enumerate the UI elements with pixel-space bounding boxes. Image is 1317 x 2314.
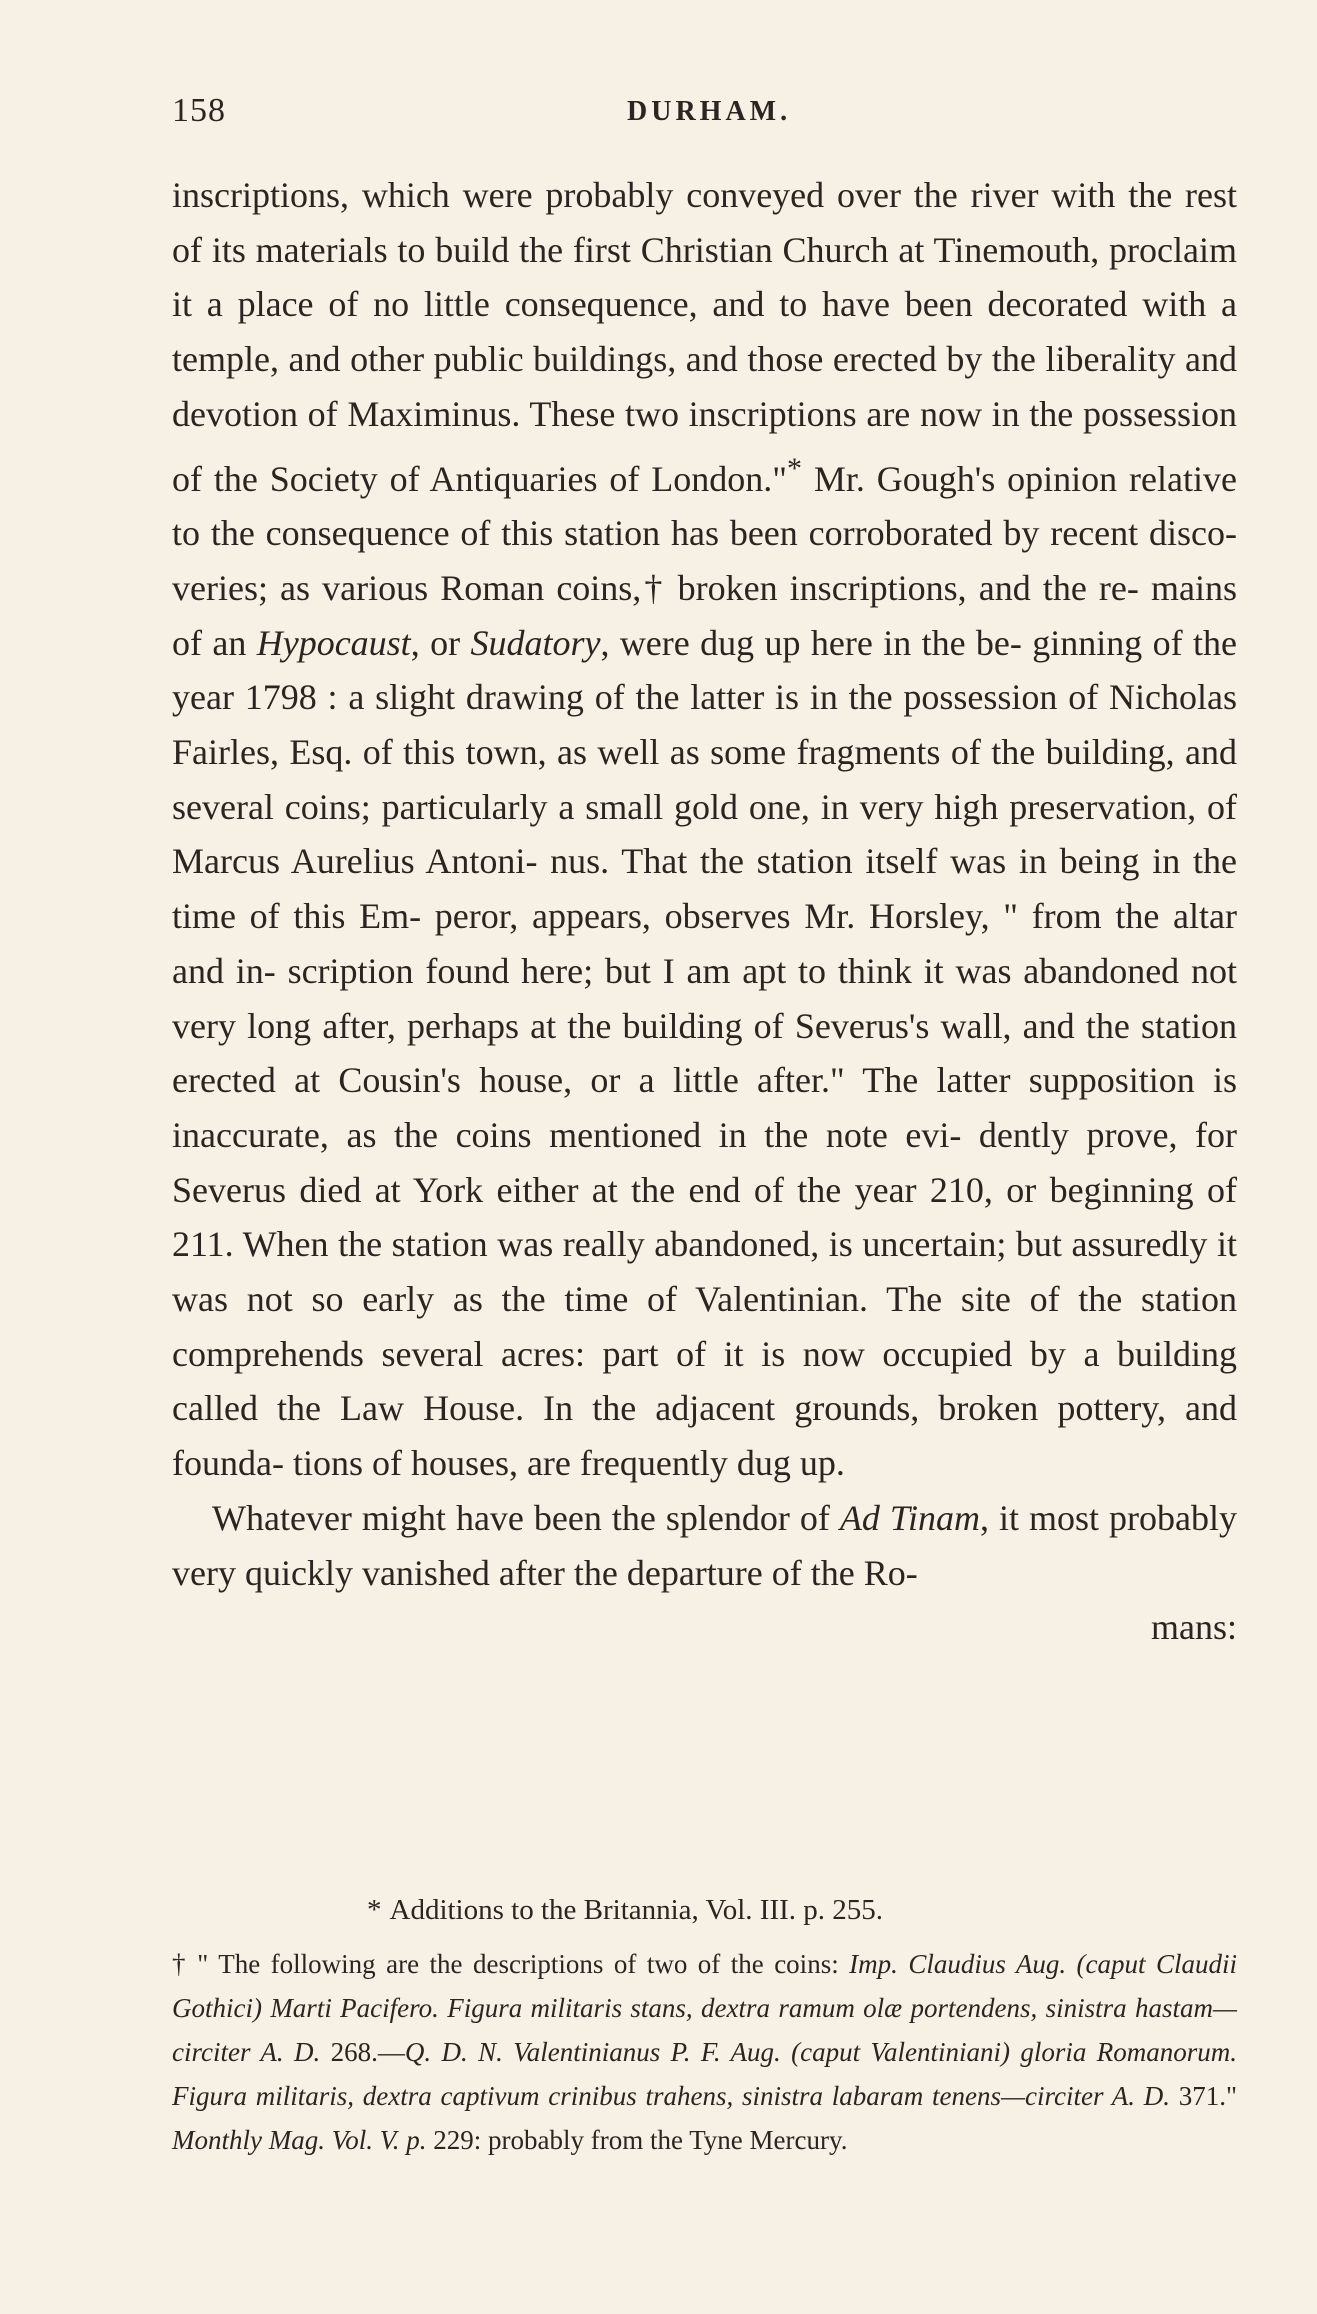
footnotes [172,1888,1237,2172]
text-run: inscriptions, which were probably conveyed over the river with the rest of its materials to build the first Christian Church at Tinemouth, proclaim it a place of no little consequence, and to have been decorated with a temple, and other public buildings, and those erected by the liberality and devotion of Maximinus. These two inscriptions are now in the possession of the Society of Antiquaries of London." [172,175,1237,499]
footnote-text: 371." [1169,2081,1237,2111]
catchword: mans: [1151,1607,1237,1648]
running-head: DURHAM. [627,96,792,127]
text-run: Whatever might have been the splendor of [212,1497,840,1538]
term-ad-tinam: Ad Tinam [839,1497,980,1538]
term-hypocaust: Hypocaust [256,622,411,663]
footnote-symbol: † [172,1949,190,1979]
term-sudatory: Sudatory [470,622,601,663]
text-run: , or [410,622,471,663]
footnote-symbol: * [367,1894,382,1926]
paragraph-1 [172,168,1237,1491]
footnote-ref-1: * [786,451,802,485]
text-run: , it most probably very quickly vanished after the departure of the Ro- [172,1497,1237,1593]
text-run: broken inscriptions, and the re- mains of an [172,567,1237,663]
footnote-2 [172,1942,1237,2162]
text-run: , were dug up here in the be- ginning of the year 1798 : a slight drawing of the latter is in the possession of Nicholas Fairles, Esq. of this town, as well as some fragments of the building, and several coins; particularly a small gold one, in very high preservation, of Marcus Aurelius Antoni- nus. That the station itself was in being in the time of this Em- peror, appears, observes Mr. Horsley, " from the altar and in- scription found here; but I am apt to think it was abandoned not very long after, perhaps at the building of Severus's wall, and the station erected at Cousin's house, or a little after." The latter supposition is inaccurate, as the coins mentioned in the note evi- dently prove, for Severus died at York either at the end of the year 210, or beginning of 211. When the station was really abandoned, is uncertain; but assuredly it was not so early as the time of Valentinian. The site of the station comprehends several acres: part of it is now occupied by a building called the Law House. In the adjacent grounds, broken pottery, and founda- tions of houses, are frequently dug up. [172,622,1237,1484]
footnote-ref-2: † [641,567,666,608]
main-text [172,168,1237,1655]
footnote-text: 229: probably from the Tyne Mercury. [426,2125,848,2155]
page-header [172,92,1172,142]
footnote-text: 268.— [320,2037,405,2067]
coin-description-2: Q. D. N. Valentinianus P. F. Aug. (caput Valentiniani) gloria Romanorum. Figura militaris, dextra captivum crinibus trahens, sinistra labaram tenens—circiter A. D. [172,2037,1237,2111]
footnote-text: Additions to the Britannia, Vol. III. p. 255. [389,1894,884,1926]
page-number: 158 [172,92,226,129]
text-run: Mr. Gough's opinion relative to the consequence of this station has been corroborated by recent disco- veries; as various Roman coins, [172,458,1237,608]
footnote-text: " The following are the descriptions of two of the coins: [197,1949,850,1979]
coin-description-1: Imp. Claudius Aug. (caput Claudii Gothici) Marti Pacifero. Figura militaris stans, dextra ramum olæ portendens, sinistra hastam—circiter A. D. [172,1949,1237,2067]
citation-source: Monthly Mag. Vol. V. p. [172,2125,427,2155]
footnote-1 [172,1888,1237,1932]
paragraph-2 [172,1491,1237,1600]
